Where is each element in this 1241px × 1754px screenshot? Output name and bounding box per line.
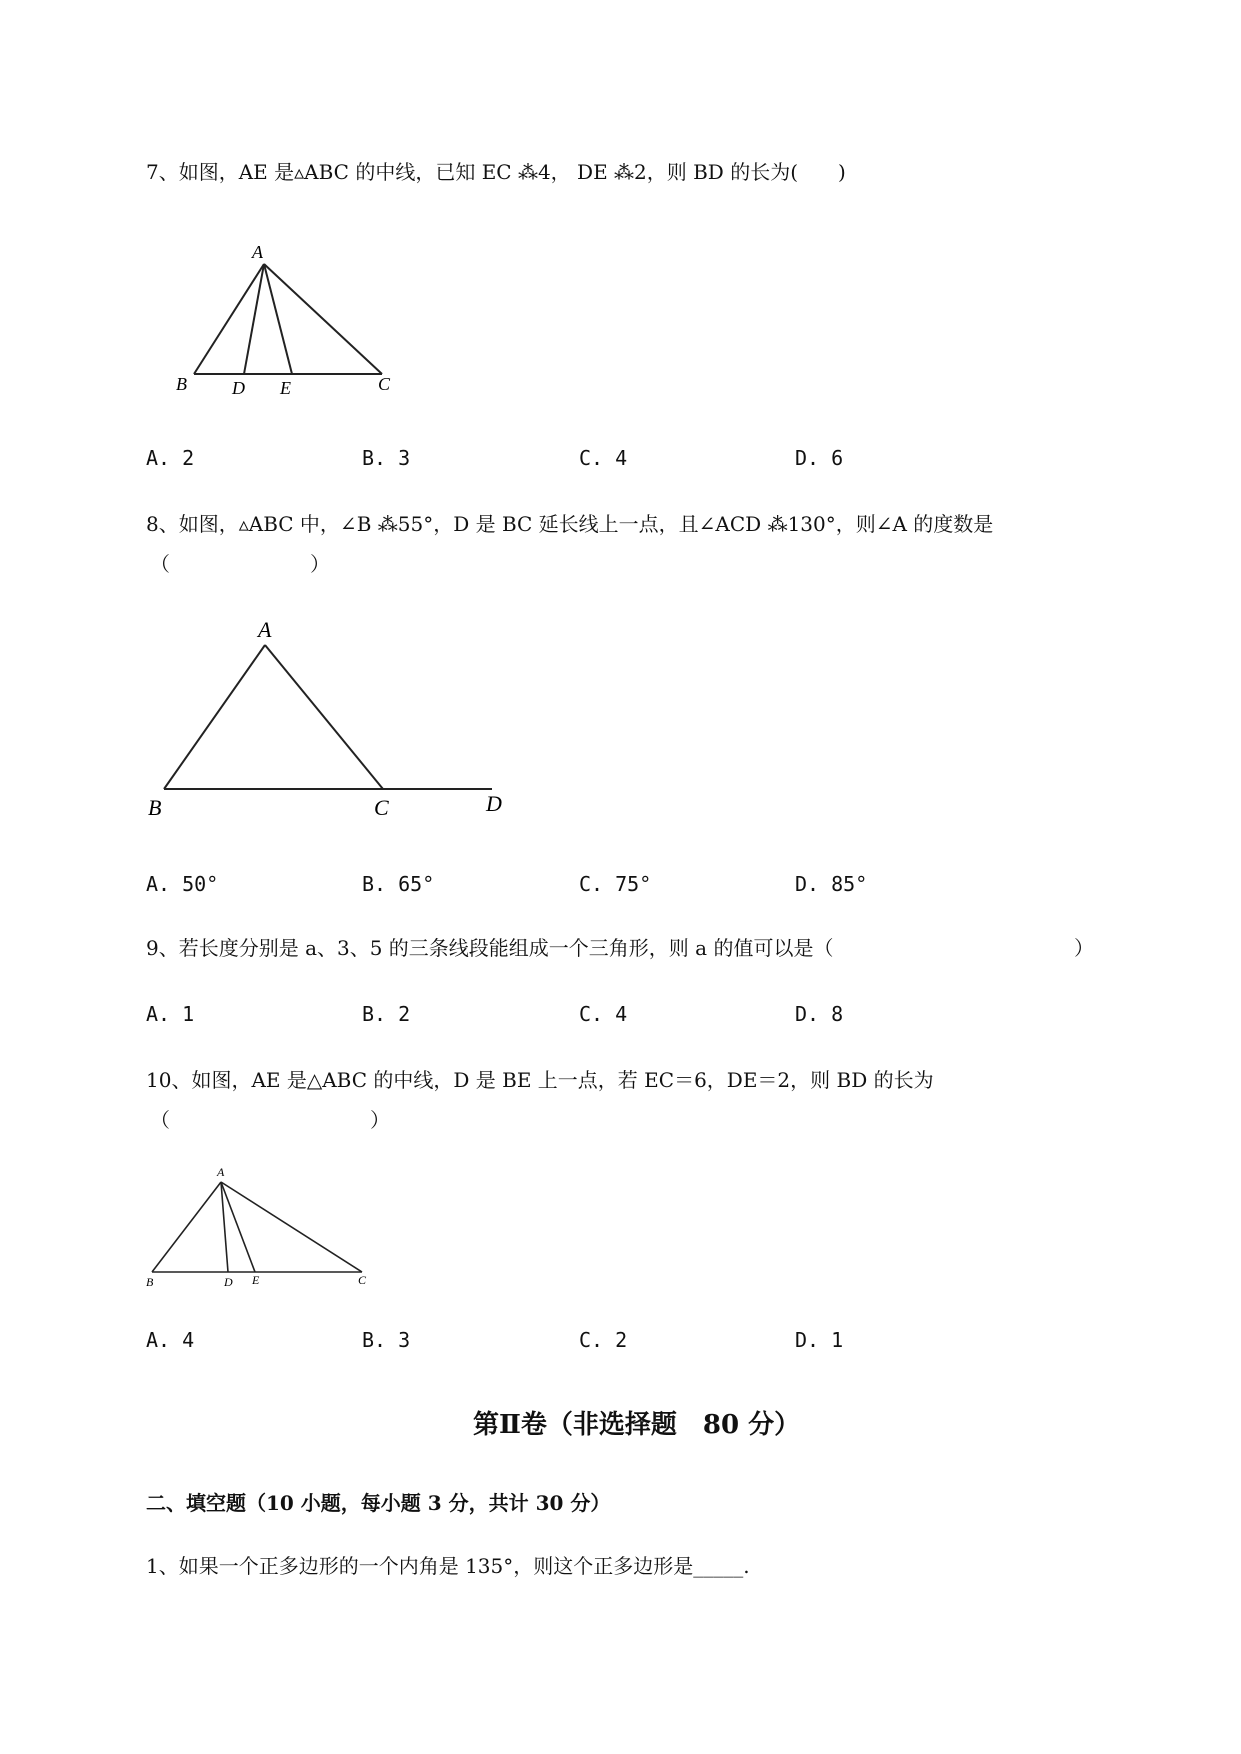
question-10-text: 10、如图，AE 是△ABC 的中线，D 是 BE 上一点，若 EC＝6，DE＝2，则 BD 的长为: [146, 1068, 934, 1092]
q8-option-c: C. 75°: [579, 872, 652, 896]
q10-option-c: C. 2: [579, 1328, 628, 1352]
section-title: 二、填空题（10 小题，每小题 3 分，共计 30 分）: [146, 1491, 611, 1515]
question-8-text: 8、如图，▵ABC 中，∠B ⁂55°，D 是 BC 延长线上一点，且∠ACD ⁂130°，则∠A 的度数是: [146, 512, 994, 536]
q8-option-b: B. 65°: [362, 872, 435, 896]
q8-option-a: A. 50°: [146, 872, 219, 896]
q9-option-d: D. 8: [795, 1002, 844, 1026]
part-title: 第Ⅱ卷（非选择题 80 分）: [473, 1410, 801, 1440]
fig10-label-e: E: [252, 1273, 260, 1287]
question-10-figure: [140, 1160, 380, 1290]
question-8-paren: （ ）: [150, 552, 330, 576]
fig10-label-a: A: [217, 1165, 225, 1179]
question-8-figure: [140, 615, 540, 835]
q10-option-d: D. 1: [795, 1328, 844, 1352]
q7-option-b: B. 3: [362, 446, 411, 470]
q10-option-b: B. 3: [362, 1328, 411, 1352]
fig8-label-d: D: [486, 791, 502, 816]
q9-option-a: A. 1: [146, 1002, 195, 1026]
fig7-label-a: A: [252, 242, 263, 262]
q9-option-c: C. 4: [579, 1002, 628, 1026]
q9-option-b: B. 2: [362, 1002, 411, 1026]
question-9-text: 9、若长度分别是 a、3、5 的三条线段能组成一个三角形，则 a 的值可以是（: [146, 936, 834, 960]
q10-option-a: A. 4: [146, 1328, 195, 1352]
fig10-label-b: B: [146, 1275, 154, 1289]
fig7-label-c: C: [378, 374, 391, 394]
fill-question-1: 1、如果一个正多边形的一个内角是 135°，则这个正多边形是_____.: [146, 1554, 750, 1578]
question-7-text: 7、如图，AE 是▵ABC 的中线，已知 EC ⁂4， DE ⁂2，则 BD 的长为( ): [146, 160, 846, 184]
fig10-label-c: C: [358, 1273, 367, 1287]
q7-option-d: D. 6: [795, 446, 844, 470]
fig8-label-a: A: [258, 617, 272, 642]
question-10-paren: （ ）: [150, 1108, 390, 1132]
q7-option-c: C. 4: [579, 446, 628, 470]
fig10-label-d: D: [224, 1275, 233, 1289]
question-7-figure: [170, 240, 410, 400]
question-9-close-paren: ）: [1074, 936, 1094, 960]
fig8-label-c: C: [374, 795, 389, 820]
q8-option-d: D. 85°: [795, 872, 868, 896]
fig8-label-b: B: [148, 795, 162, 820]
q7-option-a: A. 2: [146, 446, 195, 470]
fig7-label-e: E: [280, 378, 291, 398]
fig7-label-b: B: [176, 374, 187, 394]
fig7-label-d: D: [232, 378, 245, 398]
